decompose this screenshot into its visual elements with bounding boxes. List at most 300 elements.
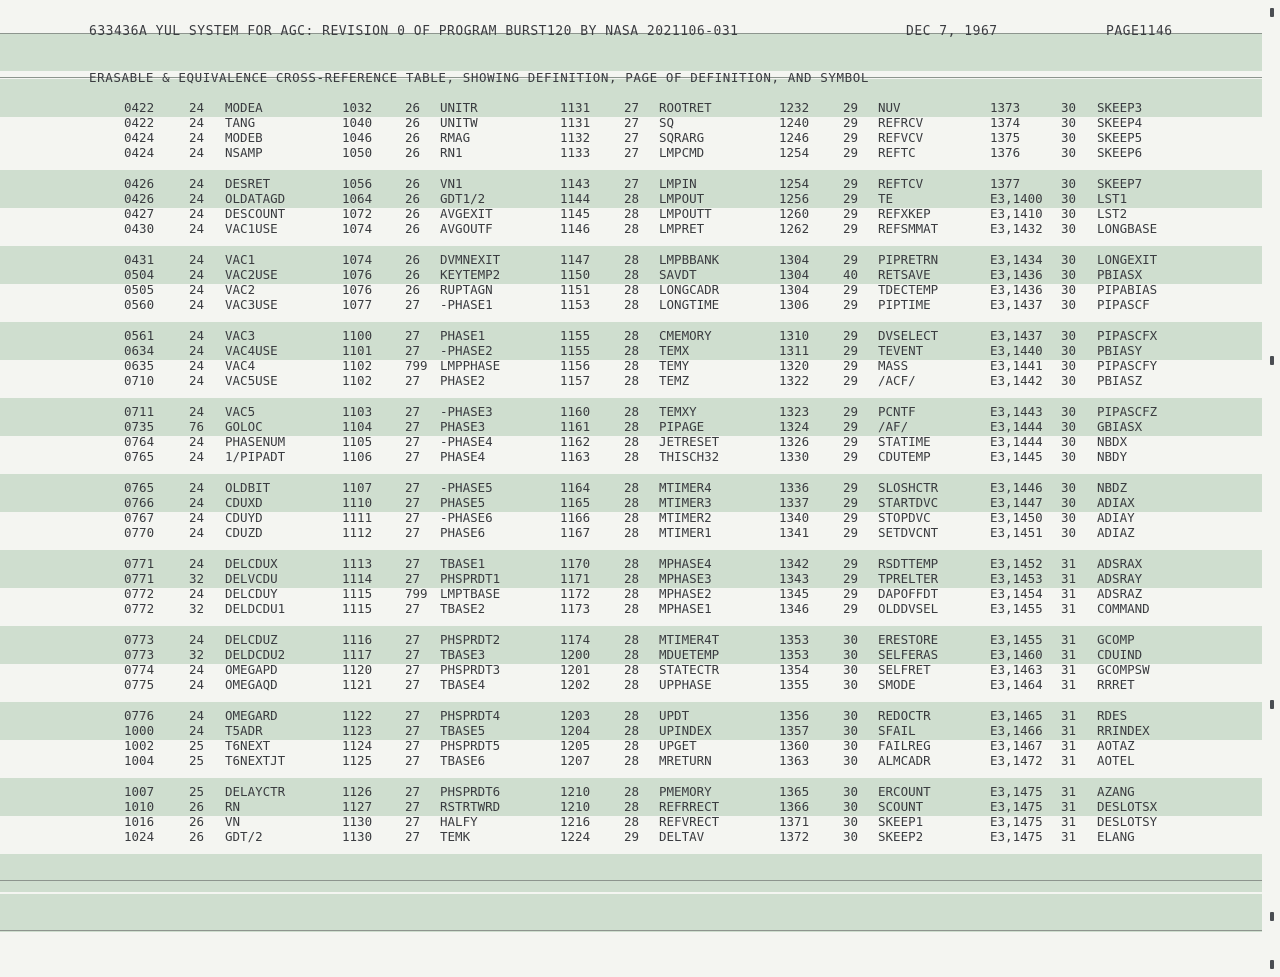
cell-page: 30	[843, 632, 859, 647]
cell-address: 0424	[124, 145, 155, 160]
cell-address: 1366	[779, 799, 810, 814]
cell-page: 27	[405, 708, 421, 723]
cell-page: 25	[189, 738, 205, 753]
cell-address: 1201	[560, 662, 591, 677]
cell-page: 25	[189, 784, 205, 799]
cell-page: 29	[843, 404, 859, 419]
table-row	[0, 282, 1262, 297]
cell-symbol: TEMX	[659, 343, 690, 358]
cell-address: 1372	[779, 829, 810, 844]
cell-address: 1046	[342, 130, 373, 145]
cell-address: 1167	[560, 525, 591, 540]
cell-symbol: PHSPRDT2	[440, 632, 501, 647]
row-group	[0, 404, 1262, 464]
cell-page: 28	[624, 601, 640, 616]
cell-symbol: LMPOUT	[659, 191, 705, 206]
cell-address: 1162	[560, 434, 591, 449]
cell-symbol: PHASE3	[440, 419, 486, 434]
cell-page: 24	[189, 373, 205, 388]
cell-address: 1224	[560, 829, 591, 844]
cell-address: 1124	[342, 738, 373, 753]
cell-symbol: PIPRETRN	[878, 252, 939, 267]
cell-symbol: UNITR	[440, 100, 478, 115]
cell-page: 30	[843, 784, 859, 799]
cell-page: 27	[405, 510, 421, 525]
cell-symbol: MODEA	[225, 100, 263, 115]
cell-page: 28	[624, 221, 640, 236]
cell-page: 31	[1061, 738, 1077, 753]
cell-page: 30	[843, 814, 859, 829]
cell-page: 30	[1061, 480, 1077, 495]
cell-page: 30	[843, 647, 859, 662]
cell-symbol: SLOSHCTR	[878, 480, 939, 495]
cell-symbol: REFVCV	[878, 130, 924, 145]
cell-page: 29	[843, 145, 859, 160]
cell-page: 27	[405, 677, 421, 692]
row-group	[0, 252, 1262, 312]
cell-symbol: GCOMP	[1097, 632, 1135, 647]
cell-page: 28	[624, 510, 640, 525]
cell-page: 28	[624, 434, 640, 449]
cell-address: 1131	[560, 115, 591, 130]
cell-address: 1016	[124, 814, 155, 829]
cell-page: 30	[1061, 373, 1077, 388]
cell-symbol: PHASE4	[440, 449, 486, 464]
cell-symbol: T6NEXTJT	[225, 753, 286, 768]
cell-page: 31	[1061, 556, 1077, 571]
cell-address: 0426	[124, 176, 155, 191]
cell-symbol: RDES	[1097, 708, 1128, 723]
table-row	[0, 829, 1262, 844]
cell-page: 27	[405, 784, 421, 799]
table-row	[0, 100, 1262, 115]
cell-symbol: TEMZ	[659, 373, 690, 388]
table-row	[0, 130, 1262, 145]
tractor-hole-mark	[1270, 8, 1274, 17]
cell-address: E3,1437	[990, 297, 1043, 312]
cell-symbol: SMODE	[878, 677, 916, 692]
cell-page: 24	[189, 632, 205, 647]
cell-page: 28	[624, 449, 640, 464]
cell-symbol: VAC2USE	[225, 267, 278, 282]
cell-symbol: DVMNEXIT	[440, 252, 501, 267]
cell-symbol: REFTCV	[878, 176, 924, 191]
cell-symbol: /ACF/	[878, 373, 916, 388]
header-page-number: PAGE1146	[1106, 24, 1173, 39]
cell-page: 29	[843, 373, 859, 388]
table-row	[0, 556, 1262, 571]
green-bar-stripe	[0, 894, 1262, 932]
cell-page: 24	[189, 130, 205, 145]
cell-page: 27	[405, 799, 421, 814]
cell-address: E3,1450	[990, 510, 1043, 525]
cell-symbol: VAC5USE	[225, 373, 278, 388]
cell-address: 0430	[124, 221, 155, 236]
cell-symbol: ADSRAX	[1097, 556, 1143, 571]
cell-symbol: TDECTEMP	[878, 282, 939, 297]
cell-address: 1111	[342, 510, 373, 525]
cell-symbol: RSDTTEMP	[878, 556, 939, 571]
cell-page: 27	[405, 434, 421, 449]
cell-address: 1147	[560, 252, 591, 267]
cell-symbol: SELFRET	[878, 662, 931, 677]
cell-address: 1076	[342, 267, 373, 282]
cell-address: 0561	[124, 328, 155, 343]
cell-page: 28	[624, 282, 640, 297]
cell-symbol: TANG	[225, 115, 256, 130]
cell-address: 1346	[779, 601, 810, 616]
cell-symbol: PIPAGE	[659, 419, 705, 434]
cell-address: 0773	[124, 632, 155, 647]
cell-page: 26	[189, 829, 205, 844]
cell-address: 0505	[124, 282, 155, 297]
cell-symbol: OLDDVSEL	[878, 601, 939, 616]
cell-page: 24	[189, 677, 205, 692]
cell-address: 1153	[560, 297, 591, 312]
cell-page: 24	[189, 495, 205, 510]
cell-symbol: AOTAZ	[1097, 738, 1135, 753]
cell-address: 0424	[124, 130, 155, 145]
cell-page: 29	[843, 434, 859, 449]
cell-address: E3,1446	[990, 480, 1043, 495]
cell-page: 31	[1061, 814, 1077, 829]
cell-address: 1174	[560, 632, 591, 647]
cell-page: 27	[405, 495, 421, 510]
cell-address: 1210	[560, 799, 591, 814]
cell-address: 1103	[342, 404, 373, 419]
cell-page: 29	[843, 176, 859, 191]
cell-page: 30	[1061, 419, 1077, 434]
cell-symbol: JETRESET	[659, 434, 720, 449]
cell-page: 29	[843, 510, 859, 525]
cell-symbol: ADIAY	[1097, 510, 1135, 525]
cell-symbol: RSTRTWRD	[440, 799, 501, 814]
cell-page: 24	[189, 525, 205, 540]
cell-address: 1164	[560, 480, 591, 495]
cell-page: 26	[405, 191, 421, 206]
table-row	[0, 221, 1262, 236]
cell-address: 1320	[779, 358, 810, 373]
tractor-hole-mark	[1270, 700, 1274, 709]
cell-address: E3,1475	[990, 829, 1043, 844]
cell-page: 29	[843, 252, 859, 267]
table-row	[0, 647, 1262, 662]
cell-address: 1375	[990, 130, 1021, 145]
cell-address: 1123	[342, 723, 373, 738]
cell-page: 27	[405, 419, 421, 434]
cell-page: 26	[405, 145, 421, 160]
cell-address: 1151	[560, 282, 591, 297]
cell-address: E3,1455	[990, 632, 1043, 647]
cell-page: 27	[405, 571, 421, 586]
cell-page: 30	[1061, 343, 1077, 358]
cell-address: 0764	[124, 434, 155, 449]
cell-page: 26	[405, 115, 421, 130]
cell-address: 0765	[124, 480, 155, 495]
cell-address: 1104	[342, 419, 373, 434]
cell-address: 1341	[779, 525, 810, 540]
cell-address: 1170	[560, 556, 591, 571]
table-row	[0, 145, 1262, 160]
cell-symbol: STARTDVC	[878, 495, 939, 510]
cell-address: 1311	[779, 343, 810, 358]
cell-address: 1354	[779, 662, 810, 677]
table-row	[0, 373, 1262, 388]
cell-address: 1336	[779, 480, 810, 495]
cell-address: 0765	[124, 449, 155, 464]
cell-symbol: REFXKEP	[878, 206, 931, 221]
table-subheader: ERASABLE & EQUIVALENCE CROSS-REFERENCE TABLE, SHOWING DEFINITION, PAGE OF DEFINITION, AND SYMBOL	[89, 70, 870, 85]
cell-symbol: PIPTIME	[878, 297, 931, 312]
cell-address: 1200	[560, 647, 591, 662]
cell-address: 0776	[124, 708, 155, 723]
table-row	[0, 358, 1262, 373]
cell-symbol: T6NEXT	[225, 738, 271, 753]
cell-address: 1363	[779, 753, 810, 768]
cell-symbol: LMPOUTT	[659, 206, 712, 221]
cell-address: E3,1445	[990, 449, 1043, 464]
cell-page: 30	[1061, 130, 1077, 145]
cell-page: 28	[624, 191, 640, 206]
cell-address: E3,1451	[990, 525, 1043, 540]
cell-address: 0773	[124, 647, 155, 662]
cell-address: 1146	[560, 221, 591, 236]
cell-symbol: SKEEP7	[1097, 176, 1143, 191]
cell-page: 30	[843, 799, 859, 814]
cell-symbol: MASS	[878, 358, 909, 373]
cell-address: 1122	[342, 708, 373, 723]
cell-address: 1102	[342, 358, 373, 373]
table-row	[0, 723, 1262, 738]
cell-symbol: TEMK	[440, 829, 471, 844]
row-group	[0, 328, 1262, 388]
cell-symbol: SQ	[659, 115, 675, 130]
row-group	[0, 708, 1262, 768]
cell-address: 1121	[342, 677, 373, 692]
cell-page: 26	[405, 206, 421, 221]
cell-address: 1377	[990, 176, 1021, 191]
cell-symbol: LMPCMD	[659, 145, 705, 160]
cell-address: 1304	[779, 267, 810, 282]
cell-symbol: SCOUNT	[878, 799, 924, 814]
table-row	[0, 677, 1262, 692]
cell-page: 28	[624, 480, 640, 495]
cell-page: 29	[843, 556, 859, 571]
cell-page: 28	[624, 708, 640, 723]
table-row	[0, 206, 1262, 221]
cell-symbol: REDOCTR	[878, 708, 931, 723]
cell-address: 1106	[342, 449, 373, 464]
cell-address: 0772	[124, 586, 155, 601]
cell-page: 31	[1061, 632, 1077, 647]
cell-symbol: NBDZ	[1097, 480, 1128, 495]
cell-symbol: SELFERAS	[878, 647, 939, 662]
cell-address: 1304	[779, 252, 810, 267]
cell-symbol: PBIASZ	[1097, 373, 1143, 388]
cell-address: 0770	[124, 525, 155, 540]
cell-symbol: AVGOUTF	[440, 221, 493, 236]
cell-page: 29	[843, 115, 859, 130]
cell-address: 0560	[124, 297, 155, 312]
table-row	[0, 252, 1262, 267]
cell-address: E3,1434	[990, 252, 1043, 267]
cell-symbol: REFSMMAT	[878, 221, 939, 236]
cell-address: 1155	[560, 343, 591, 358]
cell-address: E3,1475	[990, 784, 1043, 799]
table-row	[0, 510, 1262, 525]
cell-page: 29	[843, 206, 859, 221]
cell-symbol: RRINDEX	[1097, 723, 1150, 738]
cell-address: E3,1410	[990, 206, 1043, 221]
row-group	[0, 100, 1262, 160]
cell-symbol: PMEMORY	[659, 784, 712, 799]
cell-symbol: TEMY	[659, 358, 690, 373]
cell-symbol: MTIMER4T	[659, 632, 720, 647]
cell-address: 1324	[779, 419, 810, 434]
cell-symbol: LONGEXIT	[1097, 252, 1158, 267]
table-row	[0, 191, 1262, 206]
cell-page: 24	[189, 449, 205, 464]
cell-address: 1340	[779, 510, 810, 525]
cell-page: 31	[1061, 723, 1077, 738]
cell-symbol: MPHASE4	[659, 556, 712, 571]
cell-address: 1112	[342, 525, 373, 540]
cell-symbol: GDT/2	[225, 829, 263, 844]
cell-page: 29	[843, 130, 859, 145]
cell-address: 1002	[124, 738, 155, 753]
cell-page: 24	[189, 343, 205, 358]
cell-page: 24	[189, 297, 205, 312]
cell-symbol: -PHASE2	[440, 343, 493, 358]
cell-address: 1203	[560, 708, 591, 723]
cell-symbol: MTIMER4	[659, 480, 712, 495]
cell-page: 24	[189, 434, 205, 449]
cell-symbol: UNITW	[440, 115, 478, 130]
cell-address: E3,1437	[990, 328, 1043, 343]
cell-symbol: TBASE2	[440, 601, 486, 616]
cell-page: 30	[1061, 434, 1077, 449]
table-row	[0, 343, 1262, 358]
cell-symbol: VAC1	[225, 252, 256, 267]
cell-page: 28	[624, 677, 640, 692]
cell-page: 30	[1061, 328, 1077, 343]
cell-page: 28	[624, 586, 640, 601]
cell-address: 0775	[124, 677, 155, 692]
cell-page: 27	[405, 343, 421, 358]
cell-symbol: OMEGARD	[225, 708, 278, 723]
cell-page: 24	[189, 176, 205, 191]
row-group	[0, 556, 1262, 616]
table-row	[0, 601, 1262, 616]
cell-page: 27	[405, 601, 421, 616]
cell-address: 0426	[124, 191, 155, 206]
cell-page: 31	[1061, 647, 1077, 662]
cell-page: 27	[405, 373, 421, 388]
cell-address: 0771	[124, 556, 155, 571]
cell-page: 29	[843, 358, 859, 373]
cell-address: E3,1463	[990, 662, 1043, 677]
cell-address: 1254	[779, 176, 810, 191]
cell-address: 0711	[124, 404, 155, 419]
cell-symbol: RRRET	[1097, 677, 1135, 692]
cell-address: E3,1466	[990, 723, 1043, 738]
form-rule-line	[0, 880, 1262, 881]
cell-page: 24	[189, 221, 205, 236]
cell-address: E3,1400	[990, 191, 1043, 206]
cell-address: 1365	[779, 784, 810, 799]
cell-address: 1145	[560, 206, 591, 221]
cell-symbol: PHASE6	[440, 525, 486, 540]
cell-page: 24	[189, 115, 205, 130]
cell-page: 30	[1061, 525, 1077, 540]
cell-page: 27	[405, 404, 421, 419]
cell-page: 31	[1061, 708, 1077, 723]
cell-page: 29	[843, 191, 859, 206]
cell-page: 30	[1061, 206, 1077, 221]
cell-page: 32	[189, 571, 205, 586]
cell-symbol: UPDT	[659, 708, 690, 723]
cell-address: 0635	[124, 358, 155, 373]
cell-address: 1131	[560, 100, 591, 115]
cell-address: 1376	[990, 145, 1021, 160]
cell-address: 1353	[779, 632, 810, 647]
cell-page: 29	[843, 449, 859, 464]
cell-symbol: FAILREG	[878, 738, 931, 753]
cell-address: 0766	[124, 495, 155, 510]
cell-page: 30	[1061, 297, 1077, 312]
cell-page: 27	[405, 556, 421, 571]
cell-address: 1115	[342, 601, 373, 616]
cell-page: 30	[1061, 252, 1077, 267]
cell-address: 1310	[779, 328, 810, 343]
cell-page: 26	[405, 282, 421, 297]
table-row	[0, 799, 1262, 814]
cell-page: 31	[1061, 586, 1077, 601]
cell-page: 30	[1061, 404, 1077, 419]
tractor-hole-mark	[1270, 356, 1274, 365]
cell-address: 1050	[342, 145, 373, 160]
cell-symbol: DAPOFFDT	[878, 586, 939, 601]
cell-symbol: TBASE4	[440, 677, 486, 692]
cell-page: 30	[1061, 100, 1077, 115]
cell-symbol: GCOMPSW	[1097, 662, 1150, 677]
cell-address: E3,1464	[990, 677, 1043, 692]
cell-address: 1355	[779, 677, 810, 692]
tractor-hole-mark	[1270, 960, 1274, 969]
cell-symbol: PHASE1	[440, 328, 486, 343]
table-row	[0, 449, 1262, 464]
cell-address: E3,1440	[990, 343, 1043, 358]
cell-address: 1374	[990, 115, 1021, 130]
cell-symbol: PBIASX	[1097, 267, 1143, 282]
cell-symbol: STOPDVC	[878, 510, 931, 525]
cell-address: 0427	[124, 206, 155, 221]
cell-address: 1107	[342, 480, 373, 495]
cell-symbol: TBASE5	[440, 723, 486, 738]
cell-symbol: PIPASCFX	[1097, 328, 1158, 343]
cell-page: 24	[189, 358, 205, 373]
cell-symbol: SETDVCNT	[878, 525, 939, 540]
cell-symbol: STATECTR	[659, 662, 720, 677]
cell-address: 1117	[342, 647, 373, 662]
cell-address: 0772	[124, 601, 155, 616]
cell-page: 26	[189, 799, 205, 814]
cell-address: 1072	[342, 206, 373, 221]
row-group	[0, 176, 1262, 236]
cell-symbol: PIPASCFZ	[1097, 404, 1158, 419]
table-row	[0, 753, 1262, 768]
cell-page: 29	[624, 829, 640, 844]
